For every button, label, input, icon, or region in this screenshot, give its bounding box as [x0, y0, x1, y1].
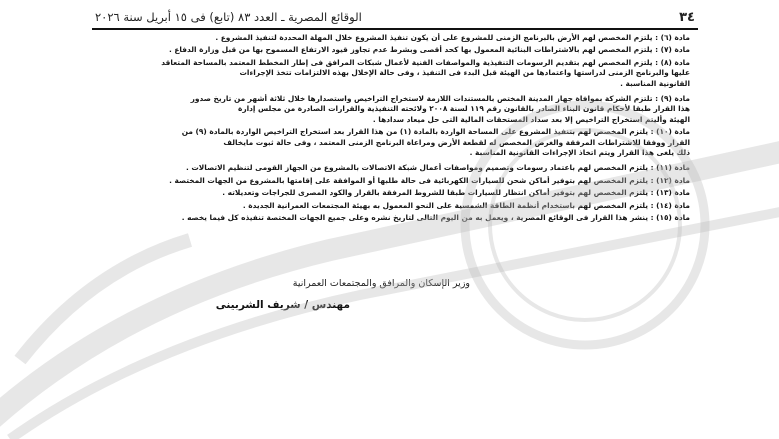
article-7: مادة (٧) : يلتزم المخصص لهم بالاشتراطات البنائية المعمول بها كحد أقصى وبشرط عدم تجاوز قيود الارتفاع المسموح بها من قبل وزارة الدفاع . [168, 45, 690, 55]
article-9-line-1: مادة (٩) : تلتزم الشركة بموافاة جهاز المدينة المختص بالمستندات اللازمة لاستخراج التراخيص واستصدارها خلال ثلاثة أشهر من تاريخ صدور [190, 94, 690, 104]
article-6: مادة (٦) : يلتزم المخصص لهم الأرض بالبرنامج الزمنى للمشروع على أن يكون تنفيذ المشروع خلال المهلة المحددة لتنفيذ المشروع . [215, 33, 690, 42]
header-rule [92, 28, 698, 30]
article-10-line-2: القرار ووفقا للاشتراطات المرفقة والغرض المخصص له لقطعة الأرض ومراعاة البرنامج الزمنى المعتمد ، وفى حالة ثبوت مايخالف [223, 137, 690, 147]
minister-title: وزير الإسكان والمرافق والمجتمعات العمرانية [292, 278, 470, 289]
page-header [95, 8, 695, 26]
publication-line: الوقائع المصرية ـ العدد ٨٣ (تابع) فى ١٥ أبريل سنة ٢٠٢٦ [95, 10, 362, 24]
article-12: مادة (١٢) : يلتزم المخصص لهم بتوفير أماكن شحن للسيارات الكهربائية فى حالة طلبها أو الموافقة على إقامتها بالمشروع من الجهات المختصة . [169, 175, 690, 185]
article-15: مادة (١٥) : ينشر هذا القرار فى الوقائع المصرية ، ويعمل به من اليوم التالى لتاريخ نشره وعلى جميع الجهات المختصة تنفيذه كل فيما يخصه . [181, 213, 690, 223]
article-9-line-2: هذا القرار طبقا لأحكام قانون البناء الصادر بالقانون رقم ١١٩ لسنة ٢٠٠٨ ولائحته التنفيذية والقرارات الصادرة من مجلس إدارة [237, 104, 690, 114]
page-number: ٣٤ [679, 9, 695, 25]
article-8-line-2: عليها والبرنامج الزمنى لدراستها واعتمادها من الهيئة قبل البدء فى التنفيذ ، وفى حالة الإخلال بهذه الالتزامات تتخذ الإجراءات [239, 68, 690, 78]
article-10-line-3: ذلك يلغى هذا القرار ويتم اتخاذ الإجراءات القانونية المناسبة . [469, 148, 690, 158]
signature-block [130, 278, 470, 311]
article-9-line-3: الهيئة وأليتم استخراج التراخيص إلا بعد سداد المستحقات المالية التى حل ميعاد سدادها . [372, 114, 690, 124]
article-13: مادة (١٣) : يلتزم المخصص لهم بتوفير أماكن انتظار للسيارات طبقا للشروط المرفقة بالقرار والكود المصرى للجراجات وتعديلاته . [222, 188, 690, 198]
article-14: مادة (١٤) : يلتزم المخصص لهم باستخدام أنظمة الطاقة الشمسية على النحو المعمول به بهيئة المجتمعات العمرانية الجديدة . [242, 200, 690, 210]
article-11: مادة (١١) : يلتزم المخصص لهم باعتماد رسومات وتصميم ومواصفات أعمال شبكة الاتصالات بالمشروع من الجهاز القومى لتنظيم الاتصالات . [185, 163, 690, 173]
article-10-line-1: مادة (١٠) : يلتزم المخصص لهم بتنفيذ المشروع على المساحة الواردة بالمادة (١) من هذا القرار بعد استخراج التراخيص الواردة بالمادة (٩) من [181, 127, 690, 137]
minister-name: مهندس / شريف الشربينى [215, 299, 350, 311]
decree-body [110, 33, 690, 224]
article-8-line-3: القانونية المناسبة . [620, 78, 690, 88]
article-8-line-1: مادة (٨) : يلتزم المخصص لهم بتقديم الرسومات التنفيذية والمواصفات الفنية لأعمال شبكات المرافق فى إطار المخطط المعتمد بالمساحة المتعاقد [161, 57, 690, 67]
